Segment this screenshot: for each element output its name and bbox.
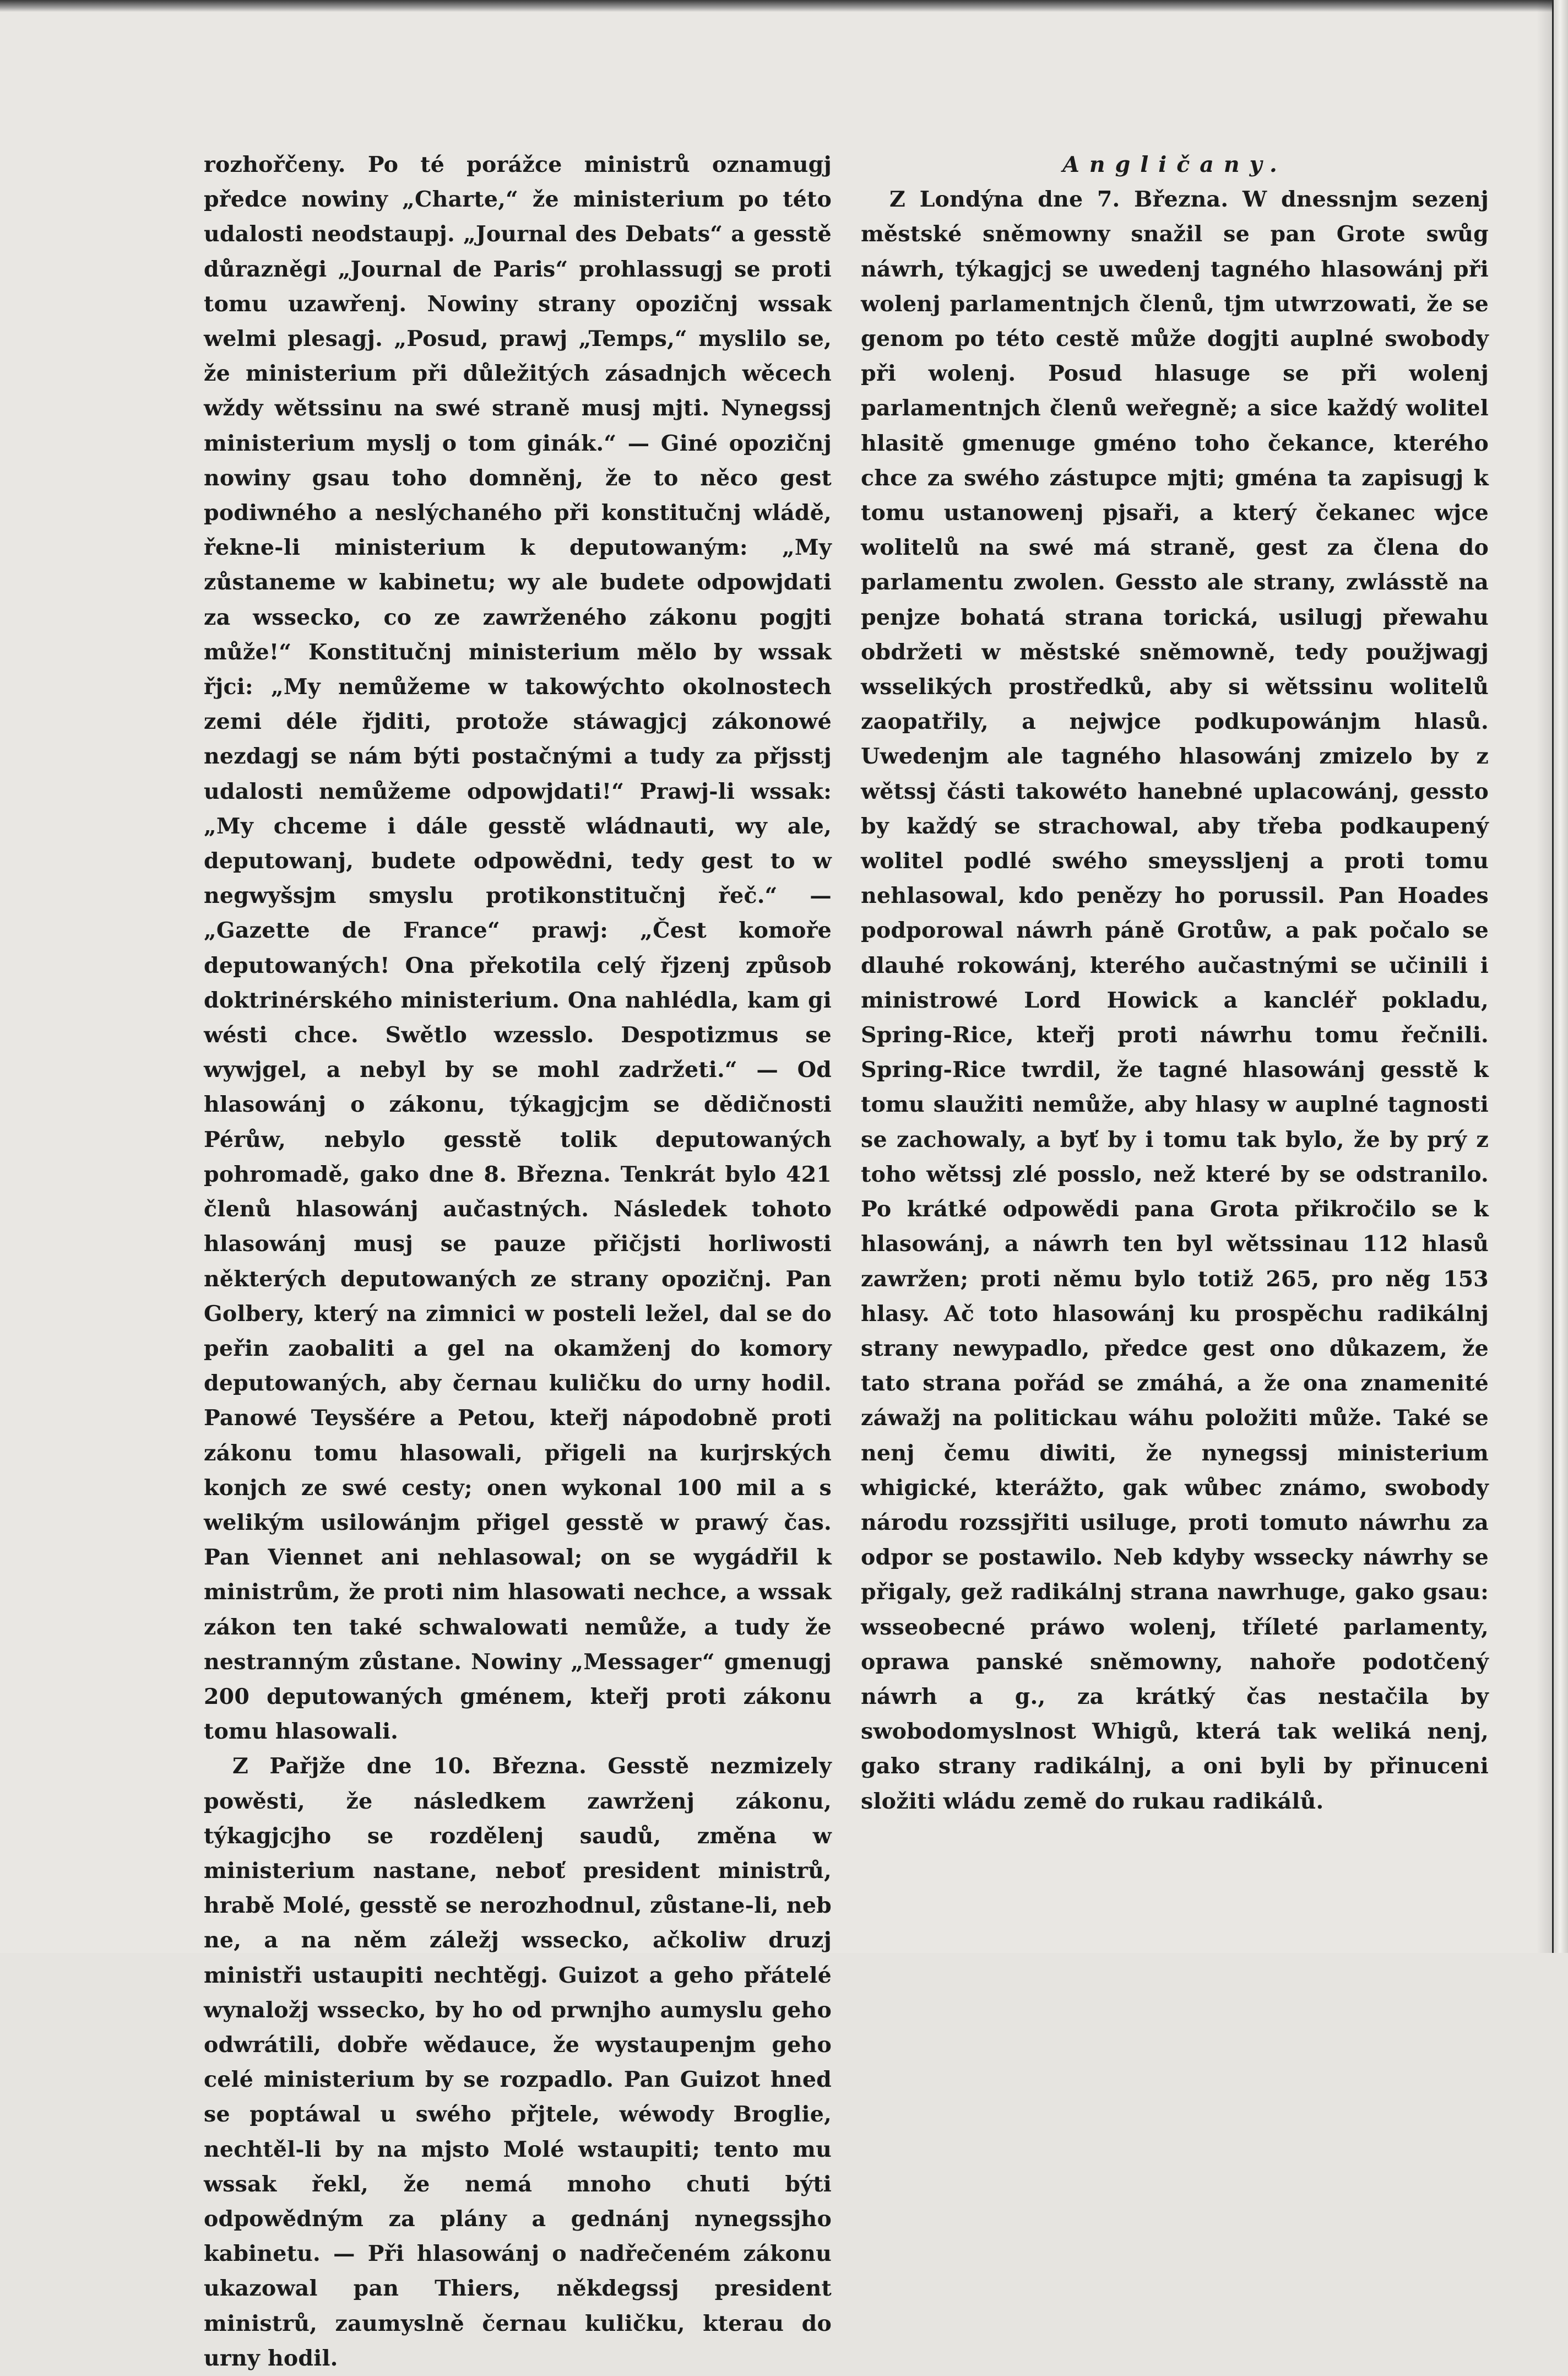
scan-top-edge (0, 0, 1568, 12)
left-paragraph-1: rozhořčeny. Po té porážce ministrů oznamugj předce nowiny „Charte,“ že ministerium po této udalosti neodstaupj. „Journal des Debats“ a gesstě důrazněgi „Journal de Paris“ prohlassugj se proti tomu uzawřenj. Nowiny strany opozičnj wssak welmi plesagj. „Posud, prawj „Temps,“ myslilo se, že ministerium při důležitých zásadnjch wěcech wždy wětssinu na swé straně musj mjti. Nynegssj ministerium myslj o tom ginák.“ — Giné opozičnj nowiny gsau toho domněnj, že to něco gest podiwného a neslýchaného při konstitučnj wládě, řekne-li ministerium k deputowaným: „My zůstaneme w kabinetu; wy ale budete odpowjdati za wssecko, co ze zawrženého zákonu pogjti může!“ Konstitučnj ministerium mělo by wssak řjci: „My nemůžeme w takowýchto okolnostech zemi déle řjditi, protože stáwagjcj zákonowé nezdagj se nám býti postačnými a tudy za přjsstj udalosti nemůžeme odpowjdati!“ Prawj-li wssak: „My chceme i dále gesstě wládnauti, wy ale, deputowanj, budete odpowědni, tedy gest to w negwyšsjm smyslu protikonstitučnj řeč.“ — „Gazette de France“ prawj: „Čest komoře deputowaných! Ona překotila celý řjzenj způsob doktrinérského ministerium. Ona nahlédla, kam gi wésti chce. Swětlo wzesslo. Despotizmus se wywjgel, a nebyl by se mohl zadržeti.“ — Od hlasowánj o zákonu, týkagjcjm se dědičnosti Pérůw, nebylo gesstě tolik deputowaných pohromadě, gako dne 8. Března. Tenkrát bylo 421 členů hlasowánj aučastných. Následek tohoto hlasowánj musj se pauze přičjsti horliwosti některých deputowaných ze strany opozičnj. Pan Golbery, který na zimnici w posteli ležel, dal se do peřin zaobaliti a gel na okamženj do komory deputowaných, aby černau kuličku do urny hodil. Panowé Teysšére a Petou, kteřj nápodobně proti zákonu tomu hlasowali, přigeli na kurjrských konjch ze swé cesty; onen wykonal 100 mil a s welikým usilowánjm přigel gesstě w prawý čas. Pan Viennet ani nehlasowal; on se wygádřil k ministrům, že proti nim hlasowati nechce, a wssak zákon ten také schwalowati nemůže, a tudy že nestranným zůstane. Nowiny „Messager“ gmenugj 200 deputowaných gménem, kteřj proti zákonu tomu hlasowali. (204, 152, 832, 1745)
left-column (204, 148, 832, 2376)
page-gutter-shadow (1537, 0, 1552, 1953)
right-paragraph-1: Z Londýna dne 7. Března. W dnessnjm sezenj městské sněmowny snažil se pan Grote swůg náwrh, týkagjcj se uwedenj tagného hlasowánj při wolenj parlamentnjch členů, tjm utwrzowati, že se genom po této cestě může dogjti auplné swobody při wolenj. Posud hlasuge se při wolenj parlamentnjch členů weřegně; a sice každý wolitel hlasitě gmenuge gméno toho čekance, kterého chce za swého zástupce mjti; gména ta zapisugj k tomu ustanowenj pjsaři, a který čekanec wjce wolitelů na swé má straně, gest za člena do parlamentu zwolen. Gessto ale strany, zwlásstě na penjze bohatá strana torická, usilugj přewahu obdržeti w městské sněmowně, tedy použjwagj wsselikých prostředků, aby si wětssinu wolitelů zaopatřily, a nejwjce podkupowánjm hlasů. Uwedenjm ale tagného hlasowánj zmizelo by z wětssj části takowéto hanebné uplacowánj, gessto by každý se strachowal, aby třeba podkaupený wolitel podlé swého smeyssljenj a proti tomu nehlasowal, kdo penězy ho porussil. Pan Hoades podporowal náwrh páně Grotůw, a pak počalo se dlauhé rokowánj, kterého aučastnými se učinili i ministrowé Lord Howick a kancléř pokladu, Spring-Rice, kteřj proti náwrhu tomu řečnili. Spring-Rice twrdil, že tagné hlasowánj gesstě k tomu slaužiti nemůže, aby hlasy w auplné tagnosti se zachowaly, a byť by i tomu tak bylo, že by prý z toho wětssj zlé posslo, než které by se odstranilo. Po krátké odpowědi pana Grota přikročilo se k hlasowánj, a náwrh ten byl wětssinau 112 hlasů zawržen; proti němu bylo totiž 265, pro něg 153 hlasy. Ač toto hlasowánj ku prospěchu radikálnj strany newypadlo, předce gest ono důkazem, že tato strana pořád se zmáhá, a že ona znamenité záwažj na politickau wáhu položiti může. Také se nenj čemu diwiti, že nynegssj ministerium whigické, kterážto, gak wůbec známo, swobody národu rozssjřiti usiluge, proti tomuto náwrhu za odpor se postawilo. Neb kdyby wssecky náwrhy se přigaly, gež radikálnj strana nawrhuge, gako gsau: wsseobecné práwo wolenj, tříleté parlamenty, oprawa panské sněmowny, nahoře podotčený náwrh a g., za krátký čas nestačila by swobodomyslnost Whigů, která tak weliká nenj, gako strany radikálnj, a oni byli by přinuceni složiti wládu země do rukau radikálů. (861, 187, 1489, 1814)
page-right-edge (1552, 0, 1568, 1953)
left-paragraph-2: Z Pařjže dne 10. Března. Gesstě nezmizely powěsti, že následkem zawrženj zákonu, týkagjcjho se rozdělenj saudů, změna w ministerium nastane, neboť president ministrů, hrabě Molé, gesstě se nerozhodnul, zůstane-li, neb ne, a na něm záležj wssecko, ačkoliw druzj ministři ustaupiti nechtěgj. Guizot a geho přátelé wynaložj wssecko, by ho od prwnjho aumyslu geho odwrátili, dobře wědauce, že wystaupenjm geho celé ministerium by se rozpadlo. Pan Guizot hned se poptáwal u swého přjtele, wéwody Broglie, nechtěl-li by na mjsto Molé wstaupiti; tento mu wssak řekl, že nemá mnoho chuti býti odpowědným za plány a gednánj nynegssjho kabinetu. — Při hlasowánj o nadřečeném zákonu ukazowal pan Thiers, někdegssj president ministrů, zaumyslně černau kuličku, kterau do urny hodil. (204, 1753, 832, 2371)
section-heading-anglicany: Angličany. (1062, 152, 1287, 177)
right-column (861, 148, 1489, 1819)
